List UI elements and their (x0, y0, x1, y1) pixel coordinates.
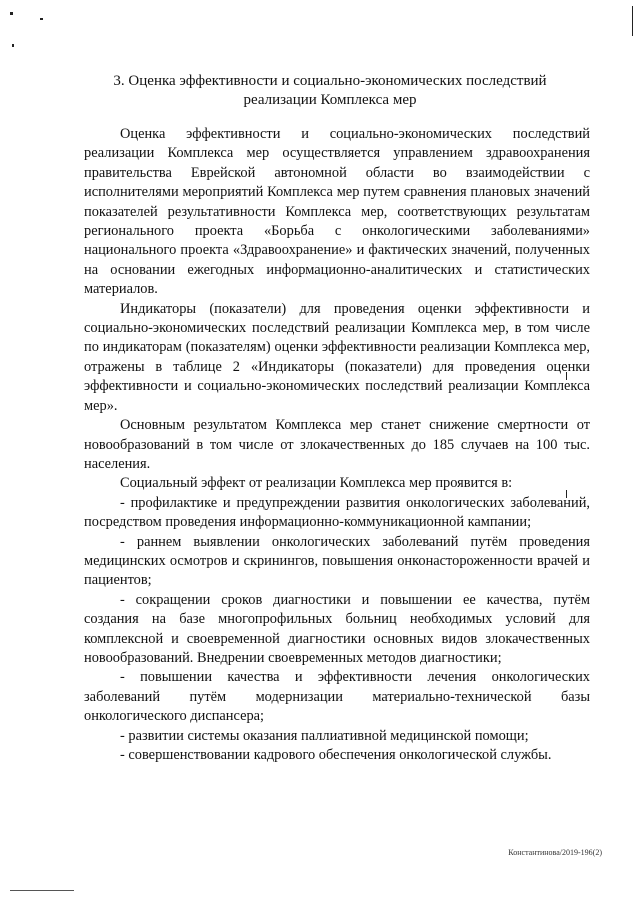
document-reference: Константинова/2019-196(2) (508, 848, 602, 857)
section-title-line-2: реализации Комплекса мер (243, 92, 417, 108)
paragraph-main-result: Основным результатом Комплекса мер станет снижение смертности от новообразований в том числе от злокачественных до 185 случаев на 100 тыс. населения. (84, 417, 590, 472)
scan-edge-line (632, 6, 633, 36)
effect-item-staffing: - совершенствовании кадрового обеспечения онкологической службы. (120, 747, 552, 763)
effect-item-prevention: - профилактике и предупреждении развития онкологических заболеваний, посредством проведения информационно-коммуникационной кампании; (84, 494, 590, 531)
section-title-line-1: 3. Оценка эффективности и социально-экономических последствий (113, 73, 547, 89)
paragraph-assessment: Оценка эффективности и социально-экономических последствий реализации Комплекса мер осуществляется управлением здравоохранения правительства Еврейской автономной области во взаимодействии с исполнителями мероприятий Комплекса мер путем сравнения плановых значений показателей результативности Комплекса мер, соответствующих результатам регионального проекта «Борьба с онкологическими заболеваниями» национального проекта «Здравоохранение» и фактических значений, полученных на основании ежегодных информационно-аналитических и статистических материалов. (84, 126, 590, 298)
footer-rule (10, 890, 74, 891)
document-body (84, 125, 590, 765)
effect-item-diagnostics: - сокращении сроков диагностики и повышении ее качества, путём создания на базе многопрофильных больниц необходимых условий для комплексной и своевременной диагностики основных видов злокачественных новообразований. Внедрении своевременных методов диагностики; (84, 591, 590, 666)
section-title (70, 72, 590, 110)
scan-speck (40, 18, 43, 20)
effect-item-palliative-care: - развитии системы оказания паллиативной медицинской помощи; (120, 727, 529, 744)
effect-item-treatment: - повышении качества и эффективности лечения онкологических заболеваний путём модернизации материально-технической базы онкологического диспансера; (84, 669, 590, 725)
effect-item-early-detection: - раннем выявлении онкологических заболеваний путём проведения медицинских осмотров и скринингов, повышения онконастороженности врачей и пациентов; (84, 533, 590, 589)
paragraph-indicators: Индикаторы (показатели) для проведения оценки эффективности и социально-экономических последствий реализации Комплекса мер, в том числе по индикаторам (показателям) оценки эффективности реализации Комплекса мер, отражены в таблице 2 «Индикаторы (показатели) для проведения оценки эффективности и социально-экономических последствий реализации Комплекса мер». (84, 300, 590, 414)
scan-speck (10, 12, 13, 15)
scan-speck (12, 44, 14, 47)
paragraph-social-effect: Социальный эффект от реализации Комплекса мер проявится в: (120, 475, 513, 492)
